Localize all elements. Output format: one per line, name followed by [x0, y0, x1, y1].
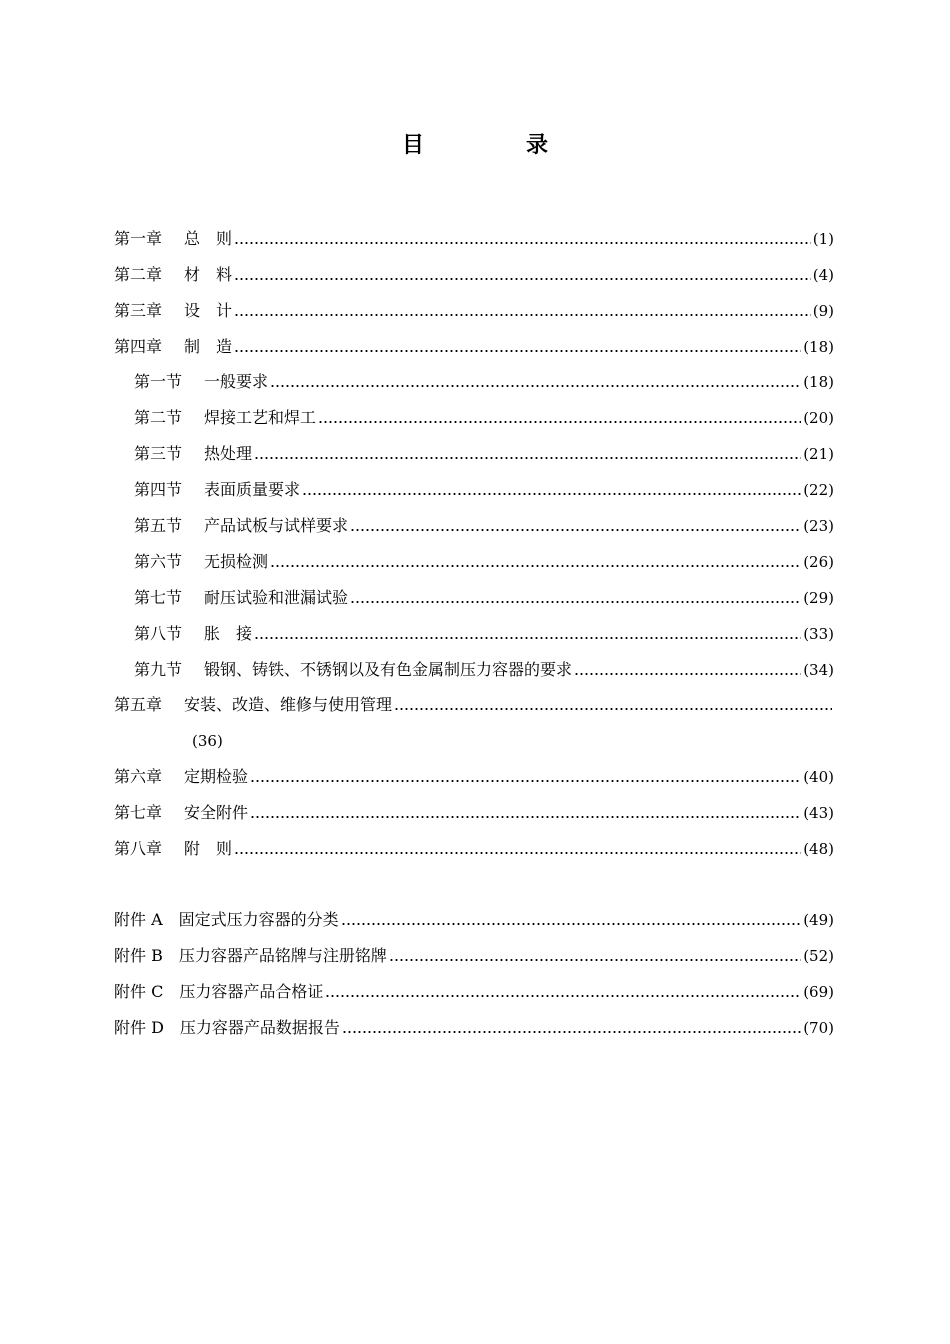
toc-entry-chapter-4[interactable] [114, 322, 834, 358]
entry-title: 定期检验 [184, 767, 249, 787]
dot-leader [250, 815, 801, 819]
toc-entry-appendix-d[interactable] [114, 1003, 834, 1039]
appendix-list [114, 895, 834, 1039]
entry-title: 一般要求 [204, 372, 269, 392]
entry-title: 制 造 [184, 336, 233, 356]
entry-title: 产品试板与试样要求 [204, 516, 349, 536]
toc-entry-section-7[interactable] [114, 573, 834, 609]
toc-entry-chapter-1[interactable] [114, 214, 834, 250]
dot-leader [234, 241, 811, 245]
toc-entry-appendix-a[interactable] [114, 895, 834, 931]
entry-page-number: (21) [803, 445, 834, 464]
toc-entry-chapter-7[interactable] [114, 788, 834, 824]
dot-leader [350, 528, 801, 532]
toc-entry-section-3[interactable] [114, 429, 834, 465]
entry-page-number: (22) [803, 481, 834, 500]
toc-entry-section-6[interactable] [114, 537, 834, 573]
dot-leader [394, 707, 832, 711]
entry-number: 第五章 [114, 695, 163, 715]
toc-entry-section-5[interactable] [114, 501, 834, 537]
dot-leader [250, 779, 801, 783]
toc-entry-chapter-2[interactable] [114, 250, 834, 286]
entry-page-number: (18) [803, 337, 834, 356]
entry-title: 焊接工艺和焊工 [204, 408, 317, 428]
toc-entry-chapter-5-page[interactable] [114, 716, 834, 752]
dot-leader [270, 564, 801, 568]
entry-page-number: (52) [803, 946, 834, 965]
toc-entry-section-9[interactable] [114, 645, 834, 681]
toc-entry-section-1[interactable] [114, 358, 834, 394]
entry-title: 压力容器产品合格证 [179, 981, 324, 1001]
entry-number: 第七节 [134, 587, 183, 607]
entry-number: 第八节 [134, 623, 183, 643]
entry-number: 第三章 [114, 300, 163, 320]
dot-leader [234, 851, 801, 855]
entry-number: 第八章 [114, 839, 163, 859]
entry-number: 附件 D [114, 1017, 164, 1037]
entry-number: 附件 C [114, 981, 164, 1001]
dot-leader [270, 384, 801, 388]
entry-page-number: (18) [803, 373, 834, 392]
dot-leader [389, 958, 801, 962]
entry-title: 安装、改造、维修与使用管理 [184, 695, 393, 715]
entry-title: 设 计 [184, 300, 233, 320]
entry-number: 第四章 [114, 336, 163, 356]
entry-page-number: (23) [803, 517, 834, 536]
dot-leader [234, 277, 811, 281]
entry-title: 总 则 [184, 228, 233, 248]
entry-number: 第四节 [134, 480, 183, 500]
entry-number: 第六章 [114, 767, 163, 787]
dot-leader [574, 672, 801, 676]
entry-page-number: (1) [812, 229, 834, 248]
dot-leader [318, 420, 801, 424]
dot-leader [342, 1030, 801, 1034]
dot-leader [254, 456, 801, 460]
toc-entry-chapter-8[interactable] [114, 824, 834, 860]
entry-page-number: (36) [192, 732, 223, 751]
entry-number: 第九节 [134, 659, 183, 679]
entry-page-number: (34) [803, 660, 834, 679]
entry-number: 第二节 [134, 408, 183, 428]
entry-page-number: (4) [812, 265, 834, 284]
entry-title: 压力容器产品铭牌与注册铭牌 [178, 945, 387, 965]
toc-title: 目 录 [401, 132, 588, 158]
dot-leader [350, 600, 801, 604]
toc-entry-appendix-c[interactable] [114, 967, 834, 1003]
toc-entry-section-4[interactable] [114, 465, 834, 501]
entry-page-number: (20) [803, 409, 834, 428]
entry-page-number: (9) [812, 301, 834, 320]
entry-title: 锻钢、铸铁、不锈钢以及有色金属制压力容器的要求 [204, 659, 573, 679]
entry-number: 第二章 [114, 264, 163, 284]
entry-title: 附 则 [184, 839, 233, 859]
toc-entry-chapter-5[interactable] [114, 681, 834, 717]
entry-number: 第五节 [134, 516, 183, 536]
toc-entry-section-2[interactable] [114, 393, 834, 429]
entry-title: 安全附件 [184, 803, 249, 823]
entry-title: 表面质量要求 [204, 480, 301, 500]
entry-page-number: (69) [803, 982, 834, 1001]
entry-number: 附件 A [114, 909, 163, 929]
entry-page-number: (26) [803, 552, 834, 571]
toc-entry-appendix-b[interactable] [114, 931, 834, 967]
entry-page-number: (33) [803, 624, 834, 643]
entry-title: 无损检测 [204, 551, 269, 571]
entry-number: 附件 B [114, 945, 163, 965]
entry-page-number: (48) [803, 840, 834, 859]
entry-number: 第一章 [114, 228, 163, 248]
entry-title: 固定式压力容器的分类 [178, 909, 339, 929]
dot-leader [234, 349, 801, 353]
toc-list [114, 214, 834, 860]
toc-entry-chapter-3[interactable] [114, 286, 834, 322]
dot-leader [341, 922, 802, 926]
entry-number: 第一节 [134, 372, 183, 392]
entry-title: 胀 接 [204, 623, 253, 643]
dot-leader [325, 994, 801, 998]
entry-title: 材 料 [184, 264, 233, 284]
dot-leader [302, 492, 801, 496]
entry-number: 第三节 [134, 444, 183, 464]
entry-title: 热处理 [204, 444, 253, 464]
toc-entry-section-8[interactable] [114, 609, 834, 645]
entry-title: 耐压试验和泄漏试验 [204, 587, 349, 607]
entry-page-number: (49) [803, 910, 834, 929]
dot-leader [234, 313, 811, 317]
toc-entry-chapter-6[interactable] [114, 752, 834, 788]
entry-page-number: (43) [803, 804, 834, 823]
dot-leader [254, 636, 801, 640]
entry-number: 第七章 [114, 803, 163, 823]
entry-page-number: (70) [803, 1018, 834, 1037]
entry-page-number: (29) [803, 588, 834, 607]
entry-page-number: (40) [803, 768, 834, 787]
entry-title: 压力容器产品数据报告 [179, 1017, 340, 1037]
entry-number: 第六节 [134, 551, 183, 571]
